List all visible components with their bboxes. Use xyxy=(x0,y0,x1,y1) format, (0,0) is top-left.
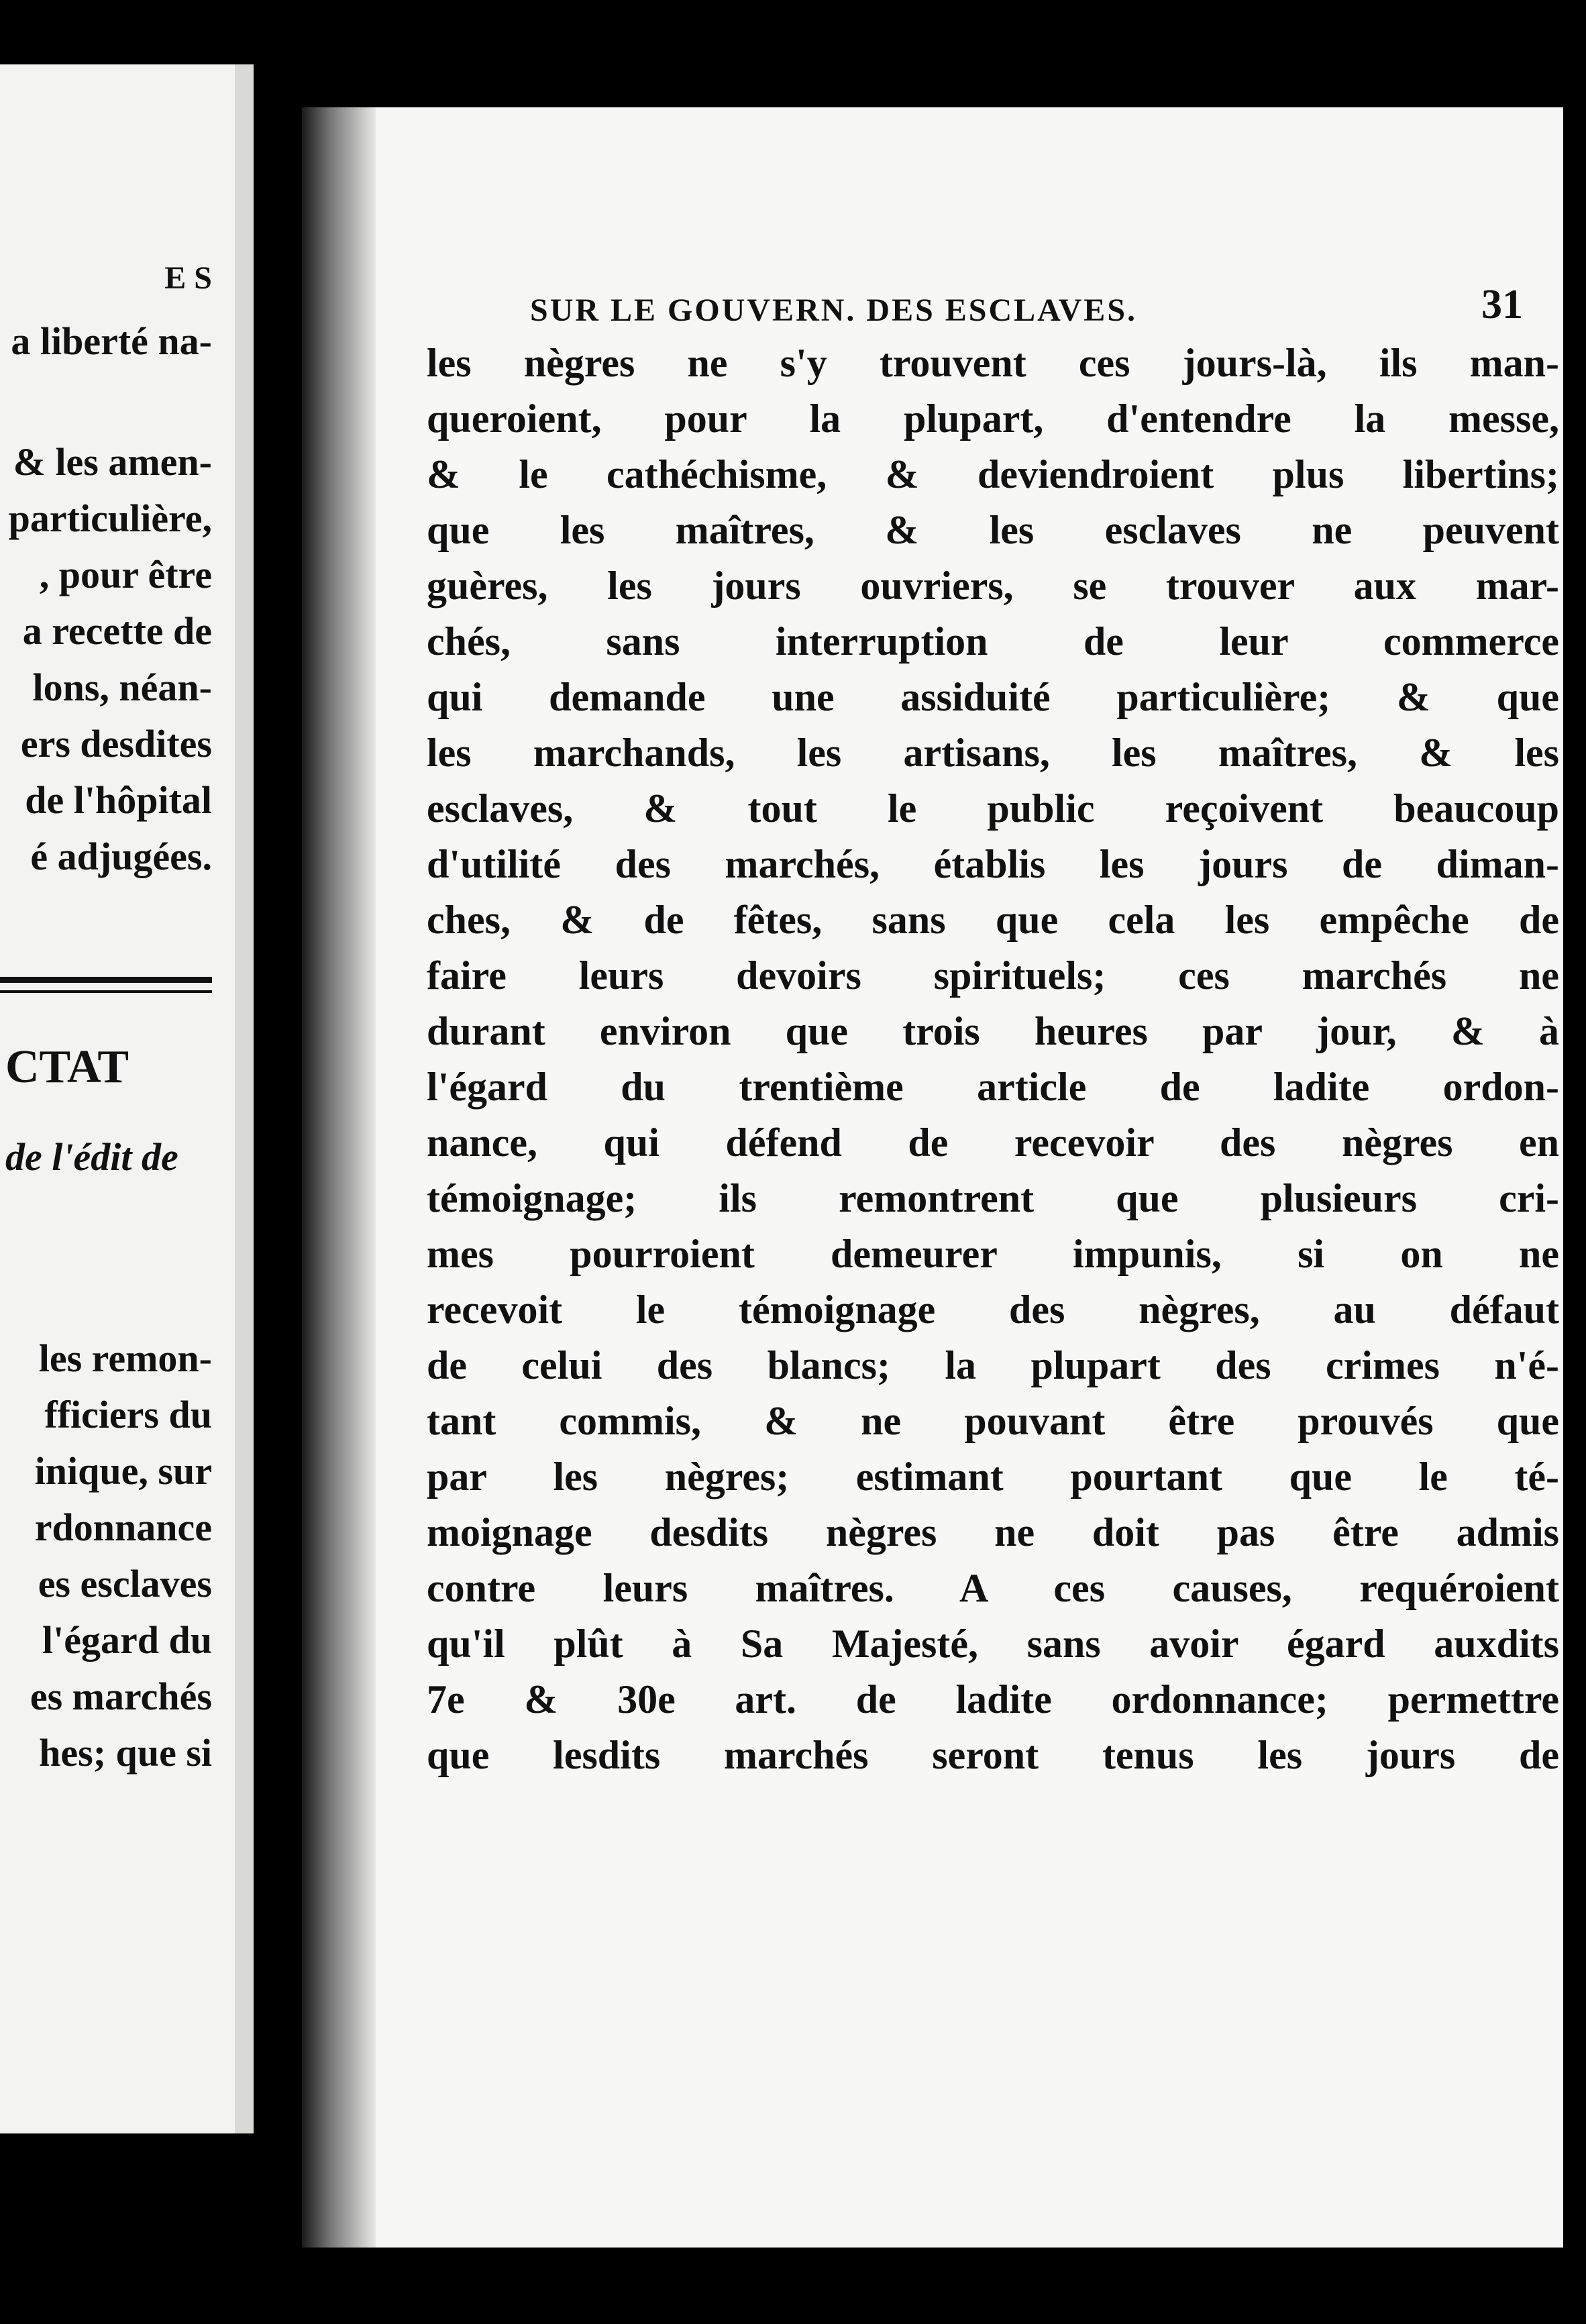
text-line: 7e & 30e art. de ladite ordonnance; permettre xyxy=(427,1677,1559,1722)
text-line: les marchands, les artisans, les maîtres, & les xyxy=(427,731,1559,775)
left-line-11: fficiers du xyxy=(44,1393,212,1436)
left-line-17: hes; que si xyxy=(39,1731,212,1775)
text-line: l'égard du trentième article de ladite ordon- xyxy=(427,1065,1559,1109)
text-line: recevoit le témoignage des nègres, au défaut xyxy=(427,1287,1559,1332)
left-line-7: ers desdites xyxy=(20,722,212,765)
left-line-8: de l'hôpital xyxy=(25,778,212,822)
left-line-2: & les amen- xyxy=(13,440,212,484)
running-head-title: SUR LE GOUVERN. DES ESCLAVES. xyxy=(530,293,1138,328)
left-page-fragment xyxy=(0,64,254,2133)
running-head xyxy=(530,282,1523,329)
left-line-10: les remon- xyxy=(38,1336,212,1380)
left-page-gutter xyxy=(235,64,254,2133)
text-line: moignage desdits nègres ne doit pas être admis xyxy=(427,1510,1559,1554)
page-gutter-shadow xyxy=(302,107,376,2248)
text-line: que lesdits marchés seront tenus les jours de xyxy=(427,1733,1559,1777)
text-line: mes pourroient demeurer impunis, si on ne xyxy=(427,1232,1559,1276)
text-line: esclaves, & tout le public reçoivent beaucoup xyxy=(427,786,1559,831)
text-line: guères, les jours ouvriers, se trouver aux mar- xyxy=(427,564,1559,608)
text-line: & le cathéchisme, & deviendroient plus libertins; xyxy=(427,452,1559,496)
text-line: par les nègres; estimant pourtant que le té- xyxy=(427,1455,1559,1499)
text-line: contre leurs maîtres. A ces causes, requéroient xyxy=(427,1566,1559,1610)
right-page xyxy=(302,107,1563,2248)
text-line: d'utilité des marchés, établis les jours de diman- xyxy=(427,842,1559,886)
left-line-15: l'égard du xyxy=(42,1618,212,1662)
page-number: 31 xyxy=(1481,282,1523,327)
text-line: chés, sans interruption de leur commerce xyxy=(427,619,1559,664)
left-line-5: a recette de xyxy=(22,609,212,653)
body-text xyxy=(416,335,1563,1783)
left-header-fragment: E S xyxy=(164,260,212,296)
left-rule-thin xyxy=(0,990,212,993)
left-line-3: particulière, xyxy=(8,496,212,540)
left-line-4: , pour être xyxy=(39,553,212,596)
text-line: ches, & de fêtes, sans que cela les empêche de xyxy=(427,898,1559,942)
text-line: témoignage; ils remontrent que plusieurs cri- xyxy=(427,1176,1559,1220)
left-line-14: es esclaves xyxy=(38,1562,212,1605)
left-rule-thick xyxy=(0,977,212,983)
left-line-16: es marchés xyxy=(30,1675,212,1718)
left-line-13: rdonnance xyxy=(34,1506,212,1549)
text-line: que les maîtres, & les esclaves ne peuvent xyxy=(427,508,1559,552)
left-line-9: é adjugées. xyxy=(30,835,212,878)
text-line: faire leurs devoirs spirituels; ces marchés ne xyxy=(427,953,1559,998)
left-heading: CTAT xyxy=(5,1041,129,1093)
text-line: tant commis, & ne pouvant être prouvés que xyxy=(427,1399,1559,1443)
left-line-6: lons, néan- xyxy=(32,666,212,709)
text-line: queroient, pour la plupart, d'entendre la messe, xyxy=(427,397,1559,441)
text-line: de celui des blancs; la plupart des crimes n'é- xyxy=(427,1343,1559,1387)
text-line: nance, qui défend de recevoir des nègres en xyxy=(427,1120,1559,1165)
left-subheading: de l'édit de xyxy=(5,1135,178,1179)
text-line: qu'il plût à Sa Majesté, sans avoir égard auxdits xyxy=(427,1622,1559,1666)
text-line: les nègres ne s'y trouvent ces jours-là, ils man- xyxy=(427,341,1559,385)
left-line-12: inique, sur xyxy=(34,1449,212,1493)
left-line-1: a liberté na- xyxy=(11,319,212,363)
text-line: qui demande une assiduité particulière; & que xyxy=(427,675,1559,719)
text-line: durant environ que trois heures par jour, & à xyxy=(427,1009,1559,1053)
